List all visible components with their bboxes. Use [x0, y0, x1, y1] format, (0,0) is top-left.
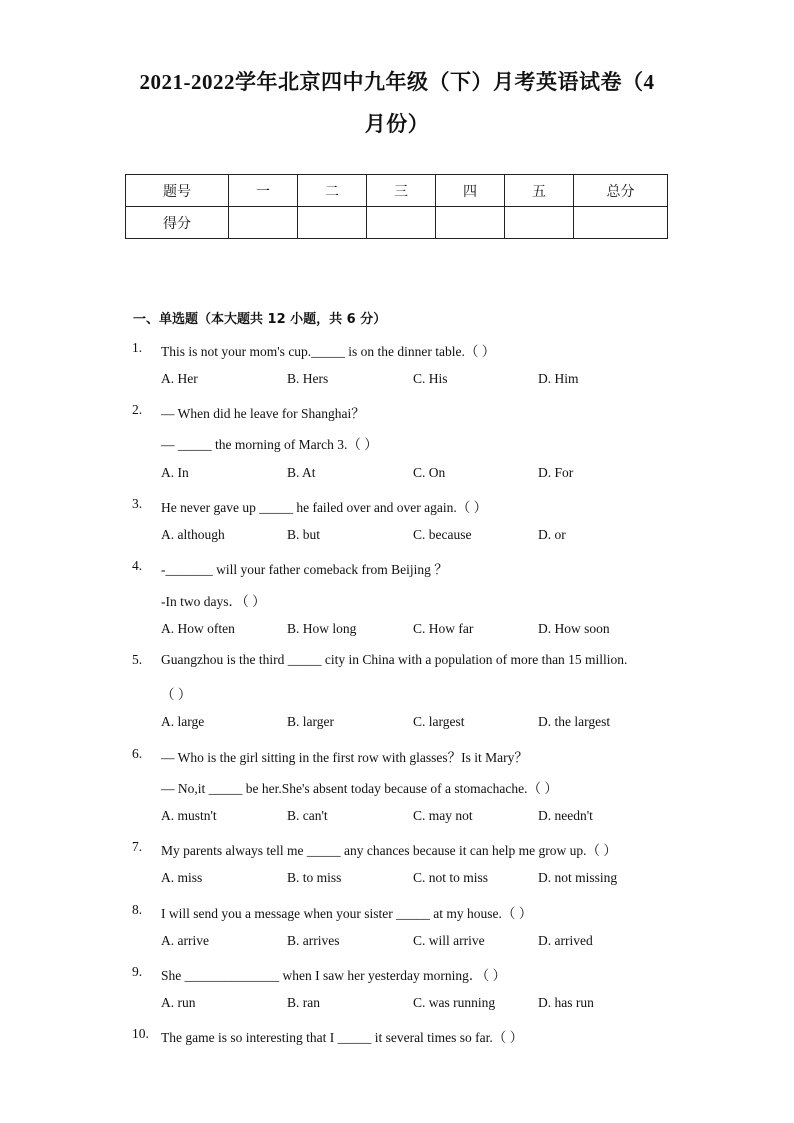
question-text: -_______ will your father comeback from Beijing ？ — [161, 562, 448, 577]
option-d[interactable]: D. How soon — [538, 621, 610, 636]
option-b[interactable]: B. arrives — [287, 933, 340, 948]
option-a[interactable]: A. Her — [161, 371, 198, 386]
option-b[interactable]: B. larger — [287, 714, 334, 729]
option-c[interactable]: C. largest — [413, 714, 465, 729]
question-number: 1. — [132, 340, 143, 355]
section-heading-text: 一、单选题（本大题共 12 小题，共 6 分） — [133, 312, 387, 327]
score-cell-total[interactable] — [574, 207, 668, 239]
option-d[interactable]: D. Him — [538, 371, 579, 386]
question-text: （ ） — [161, 687, 192, 702]
option-d[interactable]: D. has run — [538, 995, 594, 1010]
option-b[interactable]: B. can't — [287, 808, 328, 823]
question-text: This is not your mom's cup._____ is on the dinner table.（ ） — [161, 344, 496, 359]
option-a[interactable]: A. arrive — [161, 933, 209, 948]
option-a[interactable]: A. large — [161, 714, 205, 729]
score-table — [125, 174, 668, 239]
question-text: — _____ the morning of March 3.（ ） — [161, 437, 378, 452]
question-text: The game is so interesting that I _____ it several times so far.（ ） — [161, 1030, 524, 1045]
header-cell-part-2: 二 — [298, 175, 367, 207]
option-d[interactable]: D. arrived — [538, 933, 593, 948]
option-a[interactable]: A. miss — [161, 870, 203, 885]
header-cell-part-5: 五 — [505, 175, 574, 207]
option-d[interactable]: D. the largest — [538, 714, 611, 729]
option-c[interactable]: C. will arrive — [413, 933, 485, 948]
score-cell-part-3[interactable] — [367, 207, 436, 239]
option-b[interactable]: B. How long — [287, 621, 357, 636]
question-number: 5. — [132, 652, 143, 667]
option-b[interactable]: B. ran — [287, 995, 320, 1010]
score-cell-part-1[interactable] — [229, 207, 298, 239]
option-c[interactable]: C. may not — [413, 808, 473, 823]
option-b[interactable]: B. but — [287, 527, 321, 542]
question-number: 9. — [132, 964, 143, 979]
option-d[interactable]: D. not missing — [538, 870, 618, 885]
header-cell-part-4: 四 — [436, 175, 505, 207]
score-cell-part-2[interactable] — [298, 207, 367, 239]
option-c[interactable]: C. was running — [413, 995, 496, 1010]
header-cell-question-number: 题号 — [126, 175, 229, 207]
option-b[interactable]: B. to miss — [287, 870, 342, 885]
document-title-line-2: 月份） — [364, 112, 430, 136]
option-d[interactable]: D. needn't — [538, 808, 593, 823]
option-a[interactable]: A. although — [161, 527, 225, 542]
question-text: — When did he leave for Shanghai？ — [161, 406, 365, 421]
option-a[interactable]: A. How often — [161, 621, 235, 636]
option-a[interactable]: A. In — [161, 465, 189, 480]
question-number: 10. — [132, 1026, 149, 1041]
question-text: My parents always tell me _____ any chances because it can help me grow up.（ ） — [161, 843, 617, 858]
score-row-label: 得分 — [126, 207, 229, 239]
option-c[interactable]: C. because — [413, 527, 472, 542]
option-a[interactable]: A. run — [161, 995, 196, 1010]
option-c[interactable]: C. not to miss — [413, 870, 489, 885]
question-text: — No,it _____ be her.She's absent today because of a stomachache.（ ） — [161, 781, 558, 796]
score-cell-part-4[interactable] — [436, 207, 505, 239]
question-number: 6. — [132, 746, 143, 761]
question-text: -In two days．（ ） — [161, 594, 266, 609]
option-d[interactable]: D. or — [538, 527, 566, 542]
score-table-header-row — [126, 175, 668, 207]
header-cell-part-3: 三 — [367, 175, 436, 207]
option-a[interactable]: A. mustn't — [161, 808, 217, 823]
option-c[interactable]: C. His — [413, 371, 448, 386]
question-text: She ______________ when I saw her yesterday morning．（ ） — [161, 968, 506, 983]
question-number: 3. — [132, 496, 143, 511]
question-text: I will send you a message when your sister _____ at my house.（ ） — [161, 906, 533, 921]
option-b[interactable]: B. At — [287, 465, 316, 480]
question-text: Guangzhou is the third _____ city in China with a population of more than 15 million. — [161, 652, 628, 667]
question-number: 7. — [132, 839, 143, 854]
score-cell-part-5[interactable] — [505, 207, 574, 239]
score-table-score-row — [126, 207, 668, 239]
option-c[interactable]: C. On — [413, 465, 446, 480]
question-number: 4. — [132, 558, 143, 573]
option-d[interactable]: D. For — [538, 465, 574, 480]
header-cell-total: 总分 — [574, 175, 668, 207]
header-cell-part-1: 一 — [229, 175, 298, 207]
option-c[interactable]: C. How far — [413, 621, 474, 636]
document-title-line-1: 2021-2022学年北京四中九年级（下）月考英语试卷（4 — [139, 70, 655, 94]
section-heading — [133, 308, 386, 327]
question-number: 8. — [132, 902, 143, 917]
question-number: 2. — [132, 402, 143, 417]
question-text: — Who is the girl sitting in the first row with glasses？Is it Mary？ — [161, 750, 528, 765]
option-b[interactable]: B. Hers — [287, 371, 329, 386]
question-text: He never gave up _____ he failed over and over again.（ ） — [161, 500, 488, 515]
